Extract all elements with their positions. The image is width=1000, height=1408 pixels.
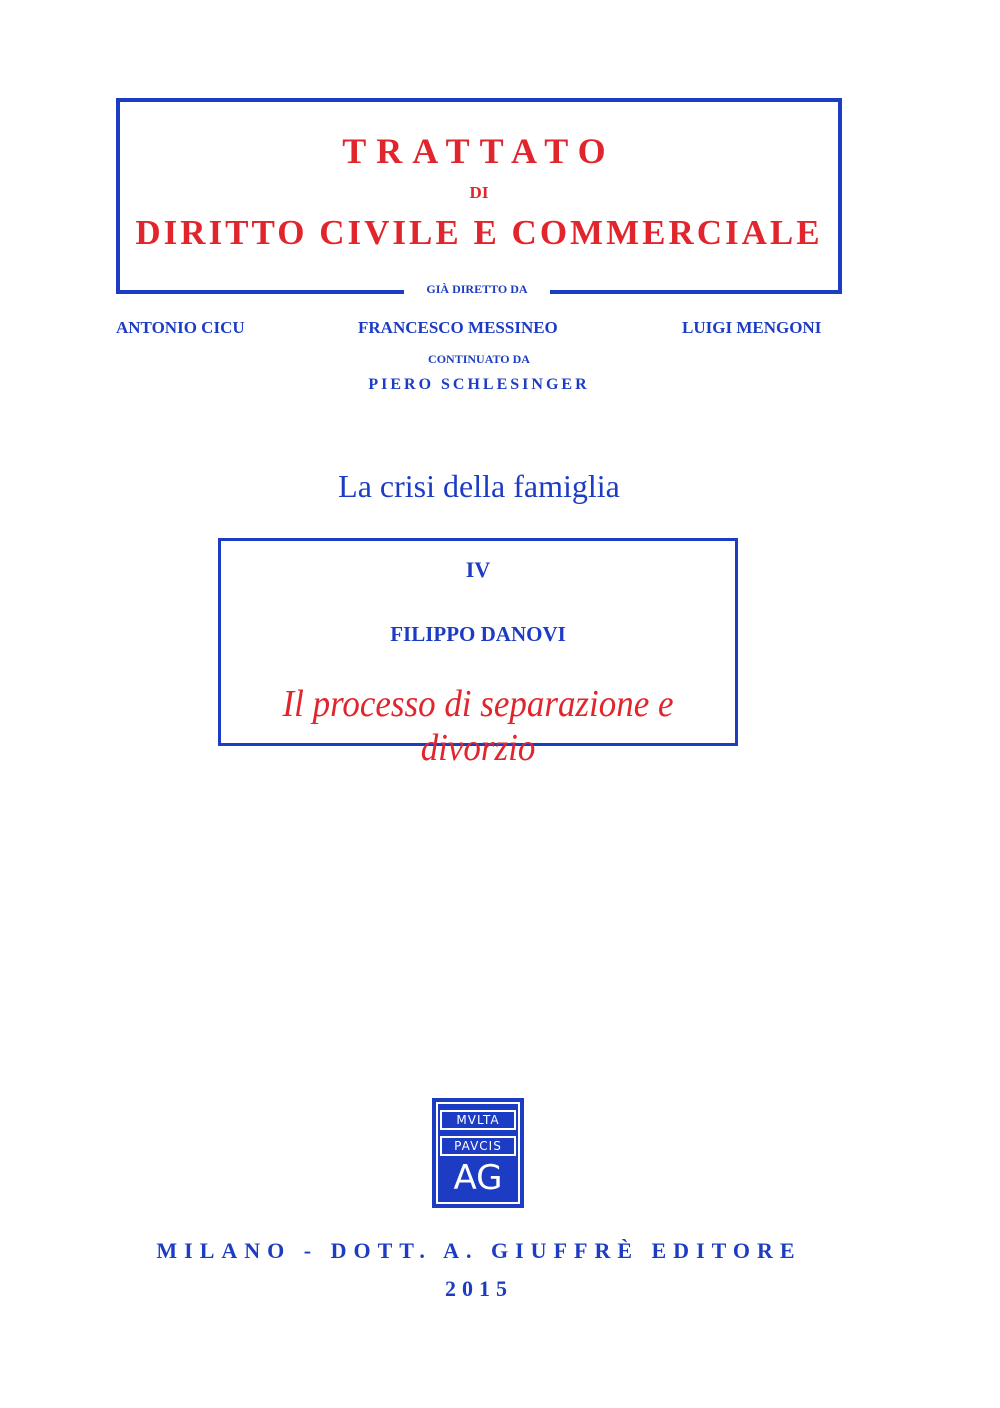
logo-initials: AG [453, 1158, 503, 1198]
logo-motto-line-1: MVLTA [440, 1110, 516, 1130]
director-name-messineo: FRANCESCO MESSINEO [358, 318, 558, 337]
volume-author: FILIPPO DANOVI [390, 622, 566, 646]
publisher-logo [432, 1098, 524, 1208]
series-title-trattato: TRATTATO [342, 131, 616, 171]
continued-by-name: PIERO SCHLESINGER [368, 376, 590, 393]
series-title-diritto: DIRITTO CIVILE E COMMERCIALE [135, 213, 823, 252]
publication-year: 2015 [445, 1276, 513, 1301]
director-name-cicu: ANTONIO CICU [116, 318, 245, 337]
director-name-mengoni: LUIGI MENGONI [682, 318, 822, 337]
publisher-line: MILANO - DOTT. A. GIUFFRÈ EDITORE [156, 1238, 802, 1263]
continued-by-label: CONTINUATO DA [428, 352, 530, 366]
series-title-di: DI [469, 183, 489, 202]
volume-number: IV [465, 557, 491, 582]
directed-by-label: GIÀ DIRETTO DA [404, 280, 550, 298]
logo-motto-line-2: PAVCIS [440, 1136, 516, 1156]
logo-border [436, 1102, 520, 1204]
collection-subtitle: La crisi della famiglia [338, 468, 620, 504]
volume-title: Il processo di separazione e divorzio [282, 683, 674, 769]
